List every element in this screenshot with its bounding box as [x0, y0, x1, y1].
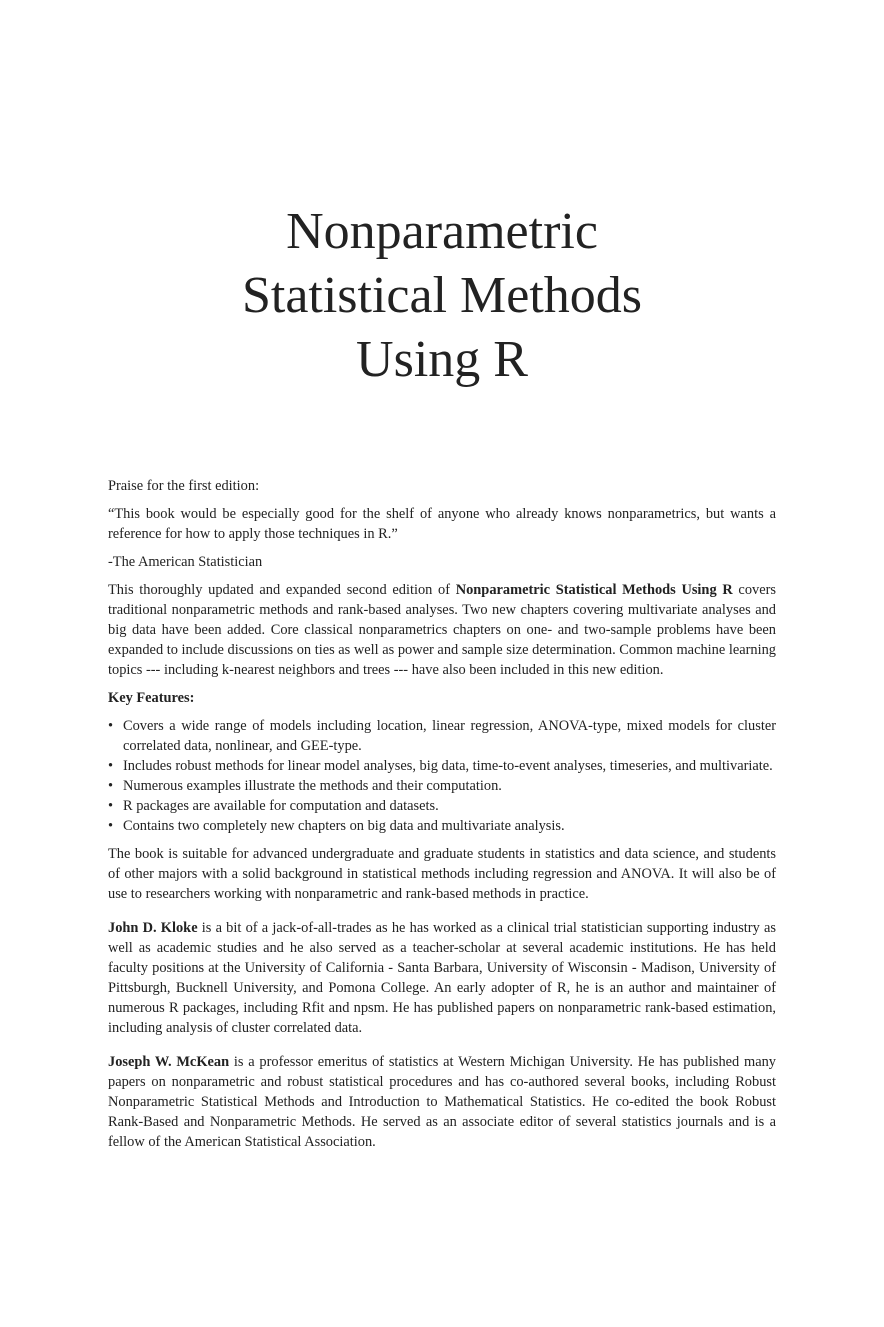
author-bio-text: is a professor emeritus of statistics at Western Michigan University. He has published many papers on nonparametric and robust statistical procedures and has co-authored several books, including Robust Nonparametric Statistical Methods and Introduction to Mathematical Statistics. He co-edited the book Robust Rank-Based and Nonparametric Methods. He served as an associate editor of several statistics journals and is a fellow of the American Statistical Association. — [108, 1054, 776, 1150]
description-paragraph — [108, 580, 776, 680]
author-bio-kloke — [108, 918, 776, 1038]
feature-text: R packages are available for computation and datasets. — [123, 798, 439, 814]
bullet-icon: • — [108, 718, 114, 734]
title-line-1: Nonparametric — [286, 203, 598, 260]
bullet-icon: • — [108, 818, 114, 834]
author-name: Joseph W. McKean — [108, 1054, 230, 1070]
description-after: covers traditional nonparametric methods and rank-based analyses. Two new chapters covering multivariate analyses and big data have been added. Core classical nonparametrics chapters on one- and two-sample problems have been expanded to include discussions on ties as well as power and sample size determination. Common machine learning topics --- including k-nearest neighbors and trees --- have also been included in this new edition. — [108, 582, 776, 678]
list-item — [108, 716, 776, 756]
description-before: This thoroughly updated and expanded second edition of — [108, 582, 456, 598]
praise-source: -The American Statistician — [108, 554, 263, 570]
bullet-icon: • — [108, 798, 114, 814]
author-bio-text: is a bit of a jack-of-all-trades as he has worked as a clinical trial statistician supporting industry as well as academic studies and he also served as a teacher-scholar at several academic institutions. He has held faculty positions at the University of California - Santa Barbara, University of Wisconsin - Madison, University of Pittsburgh, Bucknell University, and Pomona College. An early adopter of R, he is an author and maintainer of numerous R packages, including Rfit and npsm. He has published papers on nonparametric rank-based estimation, including analysis of cluster correlated data. — [108, 920, 776, 1036]
bullet-icon: • — [108, 778, 114, 794]
key-features-list — [108, 716, 776, 836]
author-bio-mckean — [108, 1052, 776, 1152]
audience-paragraph: The book is suitable for advanced undergraduate and graduate students in statistics and data science, and students of other majors with a solid background in statistical methods including regression and ANOVA. It will also be of use to researchers working with nonparametric and rank-based methods in practice. — [108, 846, 776, 902]
list-item — [108, 756, 776, 776]
list-item — [108, 796, 776, 816]
feature-text: Contains two completely new chapters on big data and multivariate analysis. — [123, 818, 565, 834]
feature-text: Numerous examples illustrate the methods and their computation. — [123, 778, 502, 794]
praise-quote: “This book would be especially good for the shelf of anyone who already knows nonparametrics, but wants a reference for how to apply those techniques in R.” — [108, 506, 776, 542]
cover-text — [108, 476, 776, 1160]
key-features-heading: Key Features: — [108, 690, 195, 706]
bullet-icon: • — [108, 758, 114, 774]
feature-text: Covers a wide range of models including location, linear regression, ANOVA-type, mixed models for cluster correlated data, nonlinear, and GEE-type. — [123, 718, 776, 754]
praise-intro: Praise for the first edition: — [108, 478, 260, 494]
title-line-3: Using R — [356, 331, 528, 388]
list-item — [108, 816, 776, 836]
feature-text: Includes robust methods for linear model analyses, big data, time-to-event analyses, timeseries, and multivariate. — [123, 758, 773, 774]
book-title — [0, 200, 884, 392]
description-book-title: Nonparametric Statistical Methods Using R — [455, 582, 733, 598]
list-item — [108, 776, 776, 796]
author-name: John D. Kloke — [108, 920, 198, 936]
title-line-2: Statistical Methods — [241, 267, 643, 324]
